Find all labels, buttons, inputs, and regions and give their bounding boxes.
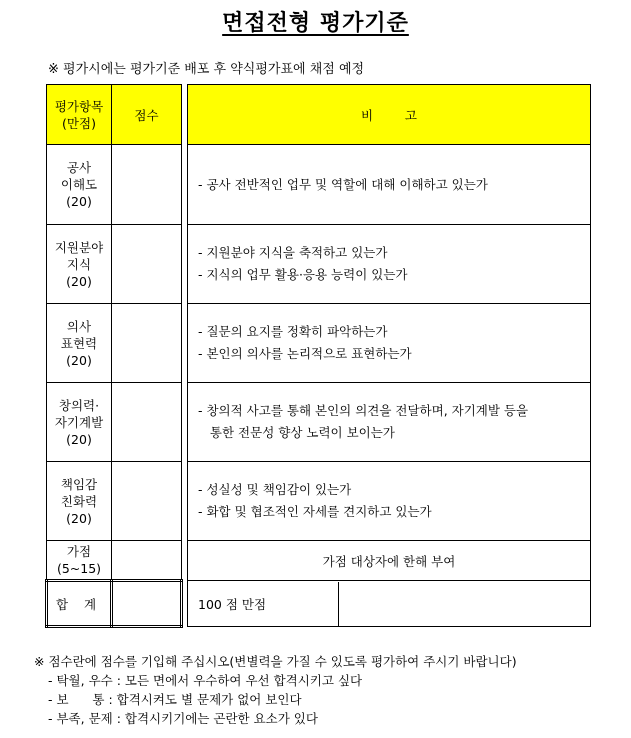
score-cell[interactable]	[112, 145, 182, 225]
table-row	[47, 462, 591, 541]
subnote: ※ 평가시에는 평가기준 배포 후 약식평가표에 채점 예정	[48, 62, 365, 77]
header-score: 점수	[112, 85, 182, 145]
score-cell[interactable]	[112, 462, 182, 541]
total-label: 합 계	[47, 581, 112, 627]
table-row	[47, 304, 591, 383]
total-score-cell[interactable]	[112, 581, 182, 627]
remark-cell: - 성실성 및 책임감이 있는가 - 화합 및 협조적인 자세를 견지하고 있는가	[188, 462, 591, 541]
bonus-score-cell[interactable]	[112, 541, 182, 581]
table-row	[47, 383, 591, 462]
remark-cell: - 질문의 요지를 정확히 파악하는가 - 본인의 의사를 논리적으로 표현하는가	[188, 304, 591, 383]
evaluation-table	[45, 84, 591, 628]
remark-cell: - 공사 전반적인 업무 및 역할에 대해 이해하고 있는가	[188, 145, 591, 225]
footer-item: - 부족, 문제 : 합격시키기에는 곤란한 요소가 있다	[48, 711, 318, 726]
table-row	[47, 145, 591, 225]
item-name: 공사 이해도 (20)	[47, 145, 112, 225]
page-title: 면접전형 평가기준	[222, 11, 409, 36]
score-cell[interactable]	[112, 383, 182, 462]
item-name: 창의력· 자기계발 (20)	[47, 383, 112, 462]
header-item: 평가항목 (만점)	[47, 85, 112, 145]
item-name: 책임감 친화력 (20)	[47, 462, 112, 541]
bonus-remark: 가점 대상자에 한해 부여	[188, 541, 591, 581]
bonus-name: 가점 (5~15)	[47, 541, 112, 581]
total-max: 100 점 만점	[188, 582, 339, 626]
item-name: 의사 표현력 (20)	[47, 304, 112, 383]
item-name: 지원분야 지식 (20)	[47, 225, 112, 304]
score-cell[interactable]	[112, 304, 182, 383]
footer-notes	[34, 652, 517, 728]
total-row	[47, 581, 591, 627]
remark-cell: - 창의적 사고를 통해 본인의 의견을 전달하며, 자기계발 등을 통한 전문성 향상 노력이 보이는가	[188, 383, 591, 462]
footer-item: - 보 통 : 합격시켜도 별 문제가 없어 보인다	[48, 692, 302, 707]
total-remark-blank	[339, 582, 590, 626]
header-row	[47, 85, 591, 145]
score-cell[interactable]	[112, 225, 182, 304]
bonus-row	[47, 541, 591, 581]
footer-item: - 탁월, 우수 : 모든 면에서 우수하여 우선 합격시키고 싶다	[48, 673, 363, 688]
remark-cell: - 지원분야 지식을 축적하고 있는가 - 지식의 업무 활용·응용 능력이 있는가	[188, 225, 591, 304]
header-remark: 비 고	[188, 85, 591, 145]
table-row	[47, 225, 591, 304]
footer-note: ※ 점수란에 점수를 기입해 주십시오(변별력을 가질 수 있도록 평가하여 주시기 바랍니다)	[34, 654, 517, 669]
